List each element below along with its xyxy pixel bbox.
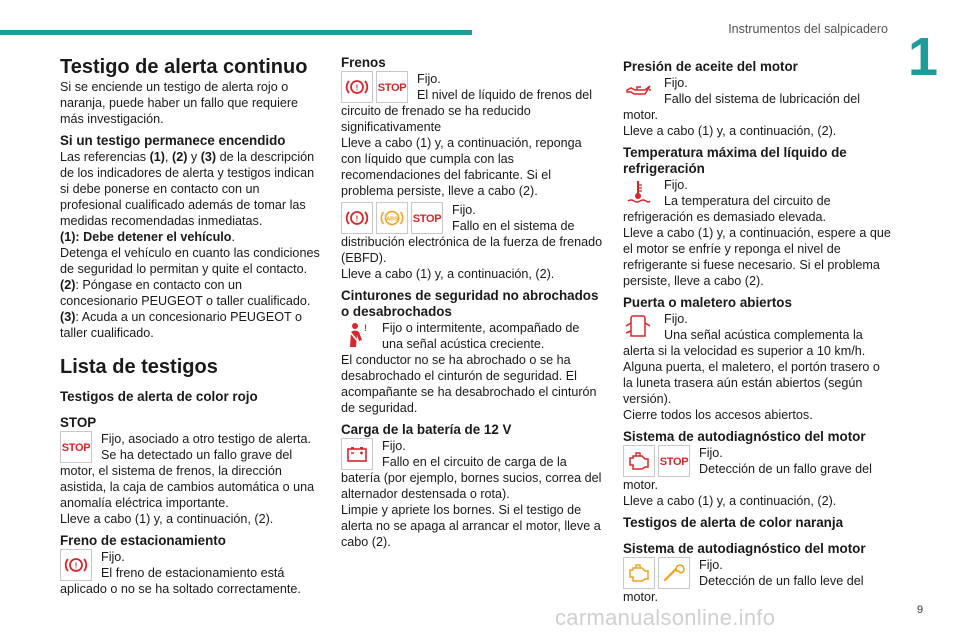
heading-warning-list: Lista de testigos <box>60 356 218 378</box>
stop-warning-icon: STOP <box>376 71 408 103</box>
column-1 <box>60 55 322 597</box>
step-3 <box>60 309 322 341</box>
door-open-icon <box>623 311 655 343</box>
svg-text:!: ! <box>355 83 359 93</box>
door-line-1: Fijo. <box>664 312 688 326</box>
seat-belt-icon <box>341 320 373 352</box>
battery-line-2: Fallo en el circuito de carga de la batería (por ejemplo, bornes sucios, correa del alternador destensada o rota). <box>341 455 602 501</box>
ebfd-line-3: Lleve a cabo (1) y, a continuación, (2). <box>341 267 555 281</box>
step-2-text: : Póngase en contacto con un concesionario PEUGEOT o taller cualificado. <box>60 278 311 308</box>
watermark: carmanualsonline.info <box>555 605 776 630</box>
heading-light-stays-on: Si un testigo permanece encendido <box>60 133 286 148</box>
step-1-text: Detenga el vehículo en cuanto las condiciones de seguridad lo permitan y quite el contacto. <box>60 246 320 276</box>
intro-paragraph: Si se enciende un testigo de alerta rojo o naranja, puede haber un fallo que requiere más investigación. <box>60 80 299 126</box>
heading-seat-belts: Cinturones de seguridad no abrochados o desabrochados <box>341 288 599 319</box>
battery-line-1: Fijo. <box>382 439 406 453</box>
ref-3: (3) <box>200 150 217 164</box>
heading-oil-pressure: Presión de aceite del motor <box>623 59 798 74</box>
ebfd-line-2: Fallo en el sistema de distribución electrónica de la fuerza de frenado (EBFD). <box>341 219 603 265</box>
coolant-line-3: Lleve a cabo (1) y, a continuación, espere a que el motor se enfríe y reponga el nivel de refrigerante si fuese necesario. Si el problema persiste, lleve a cabo (2). <box>623 226 891 288</box>
engine-diagnostics-orange-line-2: Detección de un fallo leve del motor. <box>623 574 864 604</box>
stop-text: Fijo, asociado a otro testigo de alerta. Se ha detectado un fallo grave del motor, el sistema de frenos, la dirección asistida, la caja de cambios automática o una anomalía eléctrica importante. <box>60 432 315 510</box>
coolant-line-2: La temperatura del circuito de refrigeración es demasiado elevada. <box>623 194 831 224</box>
door-line-3: Alguna puerta, el maletero, el portón trasero o la luneta trasera aún están abiertos (según versión). <box>623 360 880 406</box>
step-1-bold: Debe detener el vehículo <box>83 230 232 244</box>
ebfd-entry <box>341 202 603 266</box>
oil-can-icon <box>623 75 655 107</box>
door-line-2: Una señal acústica complementa la alerta si la velocidad es superior a 10 km/h. <box>623 328 866 358</box>
abs-icon <box>376 202 408 234</box>
brakes-line-2: El nivel de líquido de frenos del circuito de frenado se ha reducido significativamente <box>341 88 593 134</box>
door-line-4: Cierre todos los accesos abiertos. <box>623 408 813 422</box>
parking-brake-entry <box>60 549 322 597</box>
heading-battery: Carga de la batería de 12 V <box>341 422 512 437</box>
coolant-temperature-icon <box>623 177 655 209</box>
refs-text-b: , <box>165 150 173 164</box>
oil-line-1: Fijo. <box>664 76 688 90</box>
parking-brake-icon <box>60 549 92 581</box>
battery-entry <box>341 438 603 502</box>
section-accent-bar <box>0 30 472 35</box>
step-2-number: (2) <box>60 278 76 292</box>
svg-text:ABS: ABS <box>386 216 398 223</box>
heading-engine-diagnostics: Sistema de autodiagnóstico del motor <box>623 429 866 444</box>
engine-diagnostics-line-3: Lleve a cabo (1) y, a continuación, (2). <box>623 494 837 508</box>
engine-diagnostics-orange-entry <box>623 557 891 605</box>
section-title: Instrumentos del salpicadero <box>728 22 888 36</box>
battery-icon <box>341 438 373 470</box>
brake-warning-icon <box>341 71 373 103</box>
stop-entry <box>60 431 322 511</box>
heading-stop: STOP <box>60 415 97 430</box>
seat-belt-line-1: Fijo o intermitente, acompañado de una señal acústica creciente. <box>382 321 580 351</box>
svg-text:!: ! <box>74 561 78 571</box>
references-paragraph <box>60 149 322 229</box>
door-entry <box>623 311 891 359</box>
heading-brakes: Frenos <box>341 55 386 70</box>
stop-warning-icon: STOP <box>411 202 443 234</box>
engine-diagnostics-line-1: Fijo. <box>699 446 723 460</box>
step-3-text: : Acuda a un concesionario PEUGEOT o taller cualificado. <box>60 310 302 340</box>
oil-entry <box>623 75 891 123</box>
oil-line-2: Fallo del sistema de lubricación del motor. <box>623 92 861 122</box>
heading-engine-diagnostics-orange: Sistema de autodiagnóstico del motor <box>623 541 866 556</box>
stop-warning-icon: STOP <box>658 445 690 477</box>
coolant-entry <box>623 177 891 225</box>
engine-check-orange-icon <box>623 557 655 589</box>
refs-text-d: de la descripción de los indicadores de alerta y testigos indican si debe ponerse en contacto con un profesional cualificado además de tomar las medidas recomendadas inmediatas. <box>60 150 315 228</box>
heading-coolant-temperature: Temperatura máxima del líquido de refrigeración <box>623 145 847 176</box>
ref-2: (2) <box>172 150 188 164</box>
seat-belt-entry <box>341 320 603 352</box>
step-1: (1): Debe detener el vehículo. <box>60 230 235 244</box>
parking-brake-line-2: El freno de estacionamiento está aplicado o no se ha soltado correctamente. <box>60 566 301 596</box>
heading-orange-warnings: Testigos de alerta de color naranja <box>623 515 844 530</box>
engine-check-icon <box>623 445 655 477</box>
oil-line-3: Lleve a cabo (1) y, a continuación, (2). <box>623 124 837 138</box>
ebfd-line-1: Fijo. <box>452 203 476 217</box>
ref-1: (1) <box>149 150 166 164</box>
brakes-line-1: Fijo. <box>417 72 441 86</box>
engine-diagnostics-line-2: Detección de un fallo grave del motor. <box>623 462 872 492</box>
refs-text-a: Las referencias <box>60 150 150 164</box>
battery-line-3: Limpie y apriete los bornes. Si el testigo de alerta no se apaga al arrancar el motor, lleve a cabo (2). <box>341 503 601 549</box>
svg-text:!: ! <box>355 214 359 224</box>
page-number: 9 <box>917 604 924 616</box>
stop-warning-icon: STOP <box>60 431 92 463</box>
svg-text:!: ! <box>364 323 367 333</box>
wrench-icon <box>658 557 690 589</box>
parking-brake-line-1: Fijo. <box>101 550 125 564</box>
refs-text-c: y <box>187 150 201 164</box>
step-3-number: (3) <box>60 310 76 324</box>
step-1-number: (1) <box>60 230 76 244</box>
heading-continuous-alert: Testigo de alerta continuo <box>60 56 308 78</box>
heading-parking-brake: Freno de estacionamiento <box>60 533 226 548</box>
brakes-line-3: Lleve a cabo (1) y, a continuación, reponga con líquido que cumpla con las recomendaciones del fabricante. Si el problema persiste, lleve a cabo (2). <box>341 136 582 198</box>
brakes-entry <box>341 71 603 135</box>
brake-warning-icon <box>341 202 373 234</box>
engine-diagnostics-orange-line-1: Fijo. <box>699 558 723 572</box>
coolant-line-1: Fijo. <box>664 178 688 192</box>
seat-belt-line-2: El conductor no se ha abrochado o se ha desabrochado el cinturón de seguridad. El acompañante se ha desabrochado el cinturón de seguridad. <box>341 353 597 415</box>
heading-door-open: Puerta o maletero abiertos <box>623 295 792 310</box>
heading-red-warnings: Testigos de alerta de color rojo <box>60 389 258 404</box>
step-2 <box>60 277 322 309</box>
stop-action: Lleve a cabo (1) y, a continuación, (2). <box>60 512 274 526</box>
column-3 <box>623 59 891 605</box>
column-2 <box>341 55 603 550</box>
engine-diagnostics-entry <box>623 445 891 493</box>
chapter-number: 1 <box>907 27 939 87</box>
